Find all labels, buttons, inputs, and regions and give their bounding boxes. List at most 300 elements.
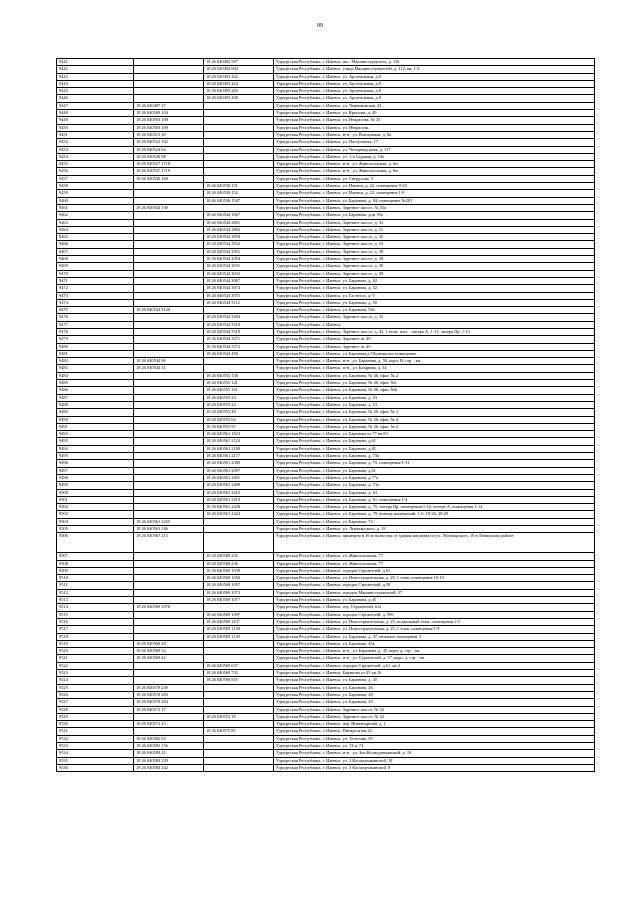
- address-cell: Удмуртская Республика, г. Ижевск, ул. Баранова, д. 75, помещения 1-31: [274, 460, 595, 467]
- row-number-cell: 9464: [57, 226, 134, 233]
- building-number-cell: [134, 489, 204, 496]
- table-row: [57, 611, 595, 618]
- address-cell: Удмуртская Республика, г. Ижевск, городок Строителей, д.61: [274, 567, 595, 574]
- table-row: [57, 190, 595, 197]
- address-cell: Удмуртская Республика, г. Ижевск, м-н , ул. Базарная, д. 34: [274, 365, 595, 372]
- row-number-cell: 9495: [57, 453, 134, 460]
- row-number-cell: 9498: [57, 474, 134, 481]
- address-cell: Удмуртская Республика, г. Ижевск, Заречное шоссе, № 32: [274, 713, 595, 720]
- building-number-cell: 18 26 040583 156: [134, 743, 204, 750]
- row-number-cell: 9489: [57, 409, 134, 416]
- premises-number-cell: 18 26 040555 23: [204, 394, 274, 401]
- premises-number-cell: 18 26 040544 3075: [204, 292, 274, 299]
- address-cell: Удмуртская Республика, г. Ижевск, Заречное шоссе, д. 43, 1 этаж, пом. , литера А, 1-13, литера Пр. 1-13: [274, 328, 595, 335]
- building-number-cell: 18 26 040544 3120: [134, 307, 204, 314]
- table-row: [57, 88, 595, 95]
- table-row: [57, 713, 595, 720]
- table-row: [57, 321, 595, 328]
- premises-number-cell: 18 26 040561 2420: [204, 504, 274, 511]
- premises-number-cell: 18 26 040536 1947: [204, 197, 274, 204]
- premises-number-cell: 18 26 040569 1057: [204, 582, 274, 589]
- address-cell: Удмуртская Республика, г. Ижевск, ул. 1-я Садовая, д. 10а: [274, 153, 595, 160]
- row-number-cell: 9469: [57, 263, 134, 270]
- row-number-cell: 9467: [57, 248, 134, 255]
- table-row: [57, 241, 595, 248]
- address-cell: Удмуртская Республика, г. Ижевск, Заречное шоссе, д. 31: [274, 226, 595, 233]
- premises-number-cell: 18 26 040555 141: [204, 380, 274, 387]
- row-number-cell: 9529: [57, 713, 134, 720]
- row-number-cell: 9510: [57, 575, 134, 582]
- address-cell: Удмуртская Республика, г. Ижевск, Заречное шоссе, № 35а: [274, 204, 595, 211]
- table-row: [57, 204, 595, 211]
- premises-number-cell: 18 26 040544 3112: [204, 299, 274, 306]
- building-number-cell: [134, 511, 204, 518]
- row-number-cell: 9462: [57, 212, 134, 219]
- table-row: [57, 277, 595, 284]
- row-number-cell: 9533: [57, 743, 134, 750]
- table-row: [57, 728, 595, 735]
- address-cell: Удмуртская Республика, г. Ижевск, ул. Баранова, д.61: [274, 438, 595, 445]
- page-number: 99: [317, 23, 323, 29]
- building-number-cell: [134, 59, 204, 66]
- row-number-cell: 9513: [57, 597, 134, 604]
- premises-number-cell: 18 26 040555 48: [204, 409, 274, 416]
- table-row: [57, 604, 595, 611]
- building-number-cell: [134, 190, 204, 197]
- address-cell: Удмуртская Республика, г. Ижевск, ул. 13-я, 74: [274, 743, 595, 750]
- address-cell: Удмуртская Республика, г. Ижевск, Заречное шоссе, д. 45: [274, 234, 595, 241]
- premises-number-cell: [204, 691, 274, 698]
- table-row: [57, 66, 595, 73]
- table-row: [57, 431, 595, 438]
- address-cell: Удмуртская Республика, г. Ижевск, ул. Некрасова, № 35: [274, 117, 595, 124]
- table-row: [57, 183, 595, 190]
- address-cell: Удмуртская Республика, г. Ижевск, городок Машиностроителей, 57: [274, 589, 595, 596]
- table-row: [57, 394, 595, 401]
- premises-number-cell: 18 26 040569 1139: [204, 633, 274, 640]
- address-cell: Удмуртская Республика, г. Ижевск, м-н , ул. Баранова, д. 50, корп. В, стр. , кв.: [274, 358, 595, 365]
- row-number-cell: 9494: [57, 445, 134, 452]
- address-cell: Удмуртская Республика, г. Ижевск, ул. Баранова, д. 61, помещения 1-4: [274, 496, 595, 503]
- table-row: [57, 684, 595, 691]
- table-row: [57, 372, 595, 379]
- building-number-cell: 18 26 040584 242: [134, 764, 204, 771]
- table-row: [57, 575, 595, 582]
- address-cell: Удмуртская Республика, г. Ижевск, ул. Новостроительная, д. 25, 1 этаж, помещения 1-9: [274, 626, 595, 633]
- row-number-cell: 9511: [57, 582, 134, 589]
- address-cell: Удмуртская Республика, г. Ижевск, ул. Баранова, д. 84, помещение №281: [274, 197, 595, 204]
- building-number-cell: 18 26 040530 168: [134, 175, 204, 182]
- premises-number-cell: 18 26 040492 587: [204, 59, 274, 66]
- premises-number-cell: 18 26 040544 3371: [204, 336, 274, 343]
- address-cell: Удмуртская Республика, г. Ижевск, ул. Арсенальная, д.8: [274, 73, 595, 80]
- address-cell: Удмуртская Республика, г. Ижевск, ул. Баранова, д. 75, литера Пр. помещения 1-16, литера А. помещения 1-14: [274, 504, 595, 511]
- address-cell: Удмуртская Республика, г. Ижевск, городок Строителей, д.59: [274, 582, 595, 589]
- table-row: [57, 219, 595, 226]
- table-row: [57, 445, 595, 452]
- premises-number-cell: 18 26 040561 2168: [204, 445, 274, 452]
- row-number-cell: 9487: [57, 394, 134, 401]
- address-cell: Удмуртская Республика, г. Ижевск, м-н , ул. Баранова, д. 45, корп. д, стр. , кв.: [274, 648, 595, 655]
- premises-number-cell: 18 26 040555 95: [204, 423, 274, 430]
- row-number-cell: 9488: [57, 401, 134, 408]
- building-number-cell: [134, 670, 204, 677]
- table-row: [57, 467, 595, 474]
- building-number-cell: [134, 350, 204, 357]
- row-number-cell: 9524: [57, 677, 134, 684]
- table-row: [57, 110, 595, 117]
- address-cell: Удмуртская Республика, г. Ижевск, ул. Свердлова, 3: [274, 175, 595, 182]
- building-number-cell: 18 26 040561 2435: [134, 518, 204, 525]
- premises-number-cell: 18 26 040561 2397: [204, 467, 274, 474]
- premises-number-cell: [204, 146, 274, 153]
- table-row: [57, 721, 595, 728]
- table-row: [57, 764, 595, 771]
- address-cell: Удмуртская Республика, г. Ижевск, ул. Баранова ул.77 кв.83: [274, 431, 595, 438]
- address-cell: Удмуртская Республика, г. Ижевск, ул. Крылова, д. 20: [274, 110, 595, 117]
- premises-number-cell: 18 26 040575 85: [204, 728, 274, 735]
- table-row: [57, 438, 595, 445]
- table-row: [57, 504, 595, 511]
- row-number-cell: 9512: [57, 589, 134, 596]
- building-number-cell: [134, 248, 204, 255]
- premises-number-cell: 18 26 040544 2802: [204, 226, 274, 233]
- row-number-cell: 9514: [57, 604, 134, 611]
- premises-number-cell: 18 26 040561 1023: [204, 431, 274, 438]
- address-cell: Удмуртская Республика, г. Ижевск, городок Строителей, д.61, кв.4: [274, 662, 595, 669]
- address-cell: Удмуртская Республика, г. Ижевск, м-н , ул. Строителей, д. 57, корп. д, стр. , кв.: [274, 655, 595, 662]
- premises-number-cell: 18 26 040561 2401: [204, 474, 274, 481]
- address-cell: Удмуртская Республика, г. Ижевск, ул. Баранова, 26: [274, 684, 595, 691]
- row-number-cell: 9453: [57, 146, 134, 153]
- address-cell: Удмуртская Республика, г. Ижевск, городок Строителей, д. 59б: [274, 611, 595, 618]
- building-number-cell: [134, 504, 204, 511]
- building-number-cell: 18 26 040500 104: [134, 110, 204, 117]
- table-row: [57, 518, 595, 525]
- table-row: [57, 139, 595, 146]
- row-number-cell: 9481: [57, 350, 134, 357]
- premises-number-cell: 18 26 040561 2408: [204, 482, 274, 489]
- table-row: [57, 589, 595, 596]
- row-number-cell: 9482: [57, 358, 134, 365]
- building-number-cell: [134, 713, 204, 720]
- row-number-cell: 9451: [57, 131, 134, 138]
- table-row: [57, 460, 595, 467]
- address-cell: Удмуртская Республика, г. Ижевск, ул. 3 Космодемьянской, 8: [274, 764, 595, 771]
- building-number-cell: [134, 336, 204, 343]
- building-number-cell: [134, 575, 204, 582]
- premises-number-cell: [204, 131, 274, 138]
- premises-number-cell: 18 26 040569 732: [204, 670, 274, 677]
- premises-number-cell: [204, 168, 274, 175]
- building-number-cell: [134, 728, 204, 735]
- premises-number-cell: [204, 175, 274, 182]
- building-number-cell: 18 26 040584 21: [134, 750, 204, 757]
- address-cell: Удмуртская Республика, г. Ижевск, ул. Баранова, 28: [274, 691, 595, 698]
- building-number-cell: 18 26 040569 42: [134, 655, 204, 662]
- premises-number-cell: 18 26 040569 1138: [204, 626, 274, 633]
- address-cell: Удмуртская Республика, г. Ижевск, ул. Баранова, д. 53: [274, 394, 595, 401]
- row-number-cell: 9483: [57, 365, 134, 372]
- premises-number-cell: 18 26 040544 3372: [204, 343, 274, 350]
- row-number-cell: 9501: [57, 496, 134, 503]
- building-number-cell: 18 26 040572 17: [134, 706, 204, 713]
- table-row: [57, 453, 595, 460]
- row-number-cell: 9447: [57, 102, 134, 109]
- premises-number-cell: 18 26 040544 3319: [204, 328, 274, 335]
- table-row: [57, 292, 595, 299]
- table-row: [57, 511, 595, 518]
- premises-number-cell: [204, 721, 274, 728]
- premises-number-cell: 18 26 040569 816: [204, 677, 274, 684]
- address-cell: Удмуртская Республика, г. Ижевск, Заречное ш.,49: [274, 343, 595, 350]
- row-number-cell: 9516: [57, 618, 134, 625]
- row-number-cell: 9517: [57, 626, 134, 633]
- premises-number-cell: 18 26 040569 1077: [204, 597, 274, 604]
- row-number-cell: 9454: [57, 153, 134, 160]
- building-number-cell: [134, 474, 204, 481]
- row-number-cell: 9493: [57, 438, 134, 445]
- premises-number-cell: 18 26 040530 152: [204, 190, 274, 197]
- building-number-cell: [134, 183, 204, 190]
- address-cell: Удмуртская Республика, г. Ижевск, Заречное шоссе, д. 39: [274, 256, 595, 263]
- row-number-cell: 9536: [57, 764, 134, 771]
- address-cell: Удмуртская Республика, г. Ижевск, Заречное шоссе, д. 39: [274, 263, 595, 270]
- address-cell: Удмуртская Республика, г. Ижевск, ул. Баранова, д.45: [274, 597, 595, 604]
- row-number-cell: 9472: [57, 285, 134, 292]
- building-number-cell: [134, 431, 204, 438]
- address-cell: Удмуртская Республика, г. Ижевск, ул. Новостроительная, д. 25, подвальный этаж, помещения 1-3: [274, 618, 595, 625]
- table-row: [57, 270, 595, 277]
- premises-number-cell: 18 26 040569 1097: [204, 611, 274, 618]
- premises-number-cell: 18 26 040544 2801: [204, 219, 274, 226]
- premises-number-cell: 18 26 040544 3318: [204, 321, 274, 328]
- address-cell: Удмуртская Республика, г. Ижевск, ул. Черниковская, 24: [274, 102, 595, 109]
- building-number-cell: [134, 285, 204, 292]
- building-number-cell: [134, 270, 204, 277]
- premises-number-cell: [204, 699, 274, 706]
- building-number-cell: [134, 219, 204, 226]
- premises-number-cell: 18 26 040530 151: [204, 183, 274, 190]
- building-number-cell: 18 26 040570 249: [134, 684, 204, 691]
- building-number-cell: 18 26 040563 146: [134, 526, 204, 533]
- table-row: [57, 234, 595, 241]
- building-number-cell: [134, 445, 204, 452]
- premises-number-cell: [204, 204, 274, 211]
- table-row: [57, 285, 595, 292]
- premises-number-cell: [204, 307, 274, 314]
- building-number-cell: [134, 80, 204, 87]
- building-number-cell: [134, 453, 204, 460]
- address-cell: Удмуртская Республика, г. Ижевск, Заречное шоссе, д. 33: [274, 241, 595, 248]
- address-cell: Удмуртская Республика, г. Ижевск, ул. Баранова, № 46, офис № 4: [274, 416, 595, 423]
- address-cell: Удмуртская Республика, г. Ижевск, ул. Арсенальная, д.8: [274, 95, 595, 102]
- premises-number-cell: 18 26 040493 268: [204, 95, 274, 102]
- address-cell: Удмуртская Республика, г. Ижевск, ул. Баранова, д. 52: [274, 285, 595, 292]
- row-number-cell: 9492: [57, 431, 134, 438]
- table-row: [57, 248, 595, 255]
- row-number-cell: 9490: [57, 416, 134, 423]
- row-number-cell: 9457: [57, 175, 134, 182]
- address-cell: Удмуртская Республика, г. Ижевск, ул. Некрасова: [274, 124, 595, 131]
- building-number-cell: 18 26 040523 102: [134, 139, 204, 146]
- row-number-cell: 9535: [57, 757, 134, 764]
- table-row: [57, 618, 595, 625]
- row-number-cell: 9452: [57, 139, 134, 146]
- premises-number-cell: 18 26 040569 1137: [204, 618, 274, 625]
- premises-number-cell: 18 26 040544 2951: [204, 248, 274, 255]
- address-cell: Удмуртская Республика, г. Ижевск, ул. Баранова, д.77а: [274, 474, 595, 481]
- row-number-cell: 9522: [57, 662, 134, 669]
- row-number-cell: 9528: [57, 706, 134, 713]
- building-number-cell: [134, 482, 204, 489]
- building-number-cell: [134, 212, 204, 219]
- table-row: [57, 343, 595, 350]
- building-number-cell: 18 26 040544 51: [134, 365, 204, 372]
- building-number-cell: [134, 299, 204, 306]
- premises-number-cell: 18 26 040544 3074: [204, 285, 274, 292]
- row-number-cell: 9479: [57, 336, 134, 343]
- table-row: [57, 626, 595, 633]
- table-row: [57, 416, 595, 423]
- table-row: [57, 102, 595, 109]
- row-number-cell: 9470: [57, 270, 134, 277]
- table-row: [57, 735, 595, 742]
- building-number-cell: 18 26 040584 239: [134, 757, 204, 764]
- building-number-cell: [134, 95, 204, 102]
- row-number-cell: 9509: [57, 567, 134, 574]
- address-cell: Удмуртская Республика, г. Ижевск, ул. Баранова,д.50а,нежилое помещение: [274, 350, 595, 357]
- row-number-cell: 9443: [57, 73, 134, 80]
- address-cell: Удмуртская Республика, г. Ижевск, ул. Баранова, д. 73а: [274, 453, 595, 460]
- premises-number-cell: 18 26 040544 3031: [204, 263, 274, 270]
- building-number-cell: [134, 234, 204, 241]
- premises-number-cell: [204, 743, 274, 750]
- premises-number-cell: [204, 648, 274, 655]
- building-number-cell: [134, 597, 204, 604]
- address-cell: Удмуртская Республика, г. Ижевск, ул. Баранова, д.81: [274, 445, 595, 452]
- premises-number-cell: [204, 139, 274, 146]
- address-cell: Удмуртская Республика, г. Ижевск, ул. Баранова, 50а: [274, 307, 595, 314]
- row-number-cell: 9526: [57, 691, 134, 698]
- building-number-cell: 18 26 040567 213: [134, 533, 204, 553]
- table-row: [57, 336, 595, 343]
- row-number-cell: 9507: [57, 553, 134, 560]
- premises-number-cell: 18 26 040544 2954: [204, 256, 274, 263]
- address-cell: Удмуртская Республика, г. Ижевск, ул. Баранова, д. 47, нежилое помещение 3: [274, 633, 595, 640]
- address-cell: Удмуртская Республика, г. Ижевск, ул. Живсопольная, 77: [274, 560, 595, 567]
- premises-number-cell: 18 26 040544 2932: [204, 241, 274, 248]
- premises-number-cell: 18 26 040492 604: [204, 66, 274, 73]
- row-number-cell: 9475: [57, 307, 134, 314]
- address-cell: Удмуртская Республика, г. Ижевск, Заречное ш.,49: [274, 336, 595, 343]
- row-number-cell: 9491: [57, 423, 134, 430]
- address-cell: Удмуртская Республика, г. Ижевск, ул. Баранова, № 46, офис №1: [274, 380, 595, 387]
- row-number-cell: 9530: [57, 721, 134, 728]
- address-cell: Удмуртская Республика, г. Ижевск, ул. Луначарского, д. 19: [274, 526, 595, 533]
- table-row: [57, 496, 595, 503]
- row-number-cell: 9486: [57, 387, 134, 394]
- address-cell: Удмуртская Республика, г. Ижевск, ул. Баранова, № 46, офис № 3: [274, 409, 595, 416]
- building-number-cell: 18 26 040527 1719: [134, 168, 204, 175]
- table-row: [57, 95, 595, 102]
- premises-number-cell: [204, 153, 274, 160]
- row-number-cell: 9527: [57, 699, 134, 706]
- table-row: [57, 380, 595, 387]
- address-cell: Удмуртская Республика, г. Ижевск, ул. Баранова, д. 63: [274, 489, 595, 496]
- building-number-cell: [134, 677, 204, 684]
- premises-number-cell: 18 26 040555 64: [204, 416, 274, 423]
- premises-number-cell: 18 26 040493 264: [204, 80, 274, 87]
- building-number-cell: [134, 626, 204, 633]
- address-cell: Удмуртская Республика, г. Ижевск, ул. Баранова, дом 50а: [274, 212, 595, 219]
- building-number-cell: [134, 263, 204, 270]
- address-cell: Удмуртская Республика, г. Ижевск, Заречное шоссе, д. 33: [274, 314, 595, 321]
- row-number-cell: 9485: [57, 380, 134, 387]
- building-number-cell: 18 26 040524 64: [134, 146, 204, 153]
- address-cell: Удмуртская Республика, г. Ижевск, ул. Баранова, д. 45: [274, 677, 595, 684]
- building-number-cell: [134, 88, 204, 95]
- row-number-cell: 9521: [57, 655, 134, 662]
- building-number-cell: [134, 611, 204, 618]
- building-number-cell: [134, 343, 204, 350]
- row-number-cell: 9463: [57, 219, 134, 226]
- address-cell: Удмуртская Республика, г. Ижевск, пос. Машиностроитель, д. 110: [274, 59, 595, 66]
- premises-number-cell: [204, 117, 274, 124]
- table-row: [57, 212, 595, 219]
- address-cell: Удмуртская Республика, г. Ижевск, Баранова ул.45 кв.16: [274, 670, 595, 677]
- row-number-cell: 9496: [57, 460, 134, 467]
- building-number-cell: [134, 372, 204, 379]
- row-number-cell: 9468: [57, 256, 134, 263]
- premises-number-cell: [204, 735, 274, 742]
- building-number-cell: [134, 567, 204, 574]
- table-row: [57, 560, 595, 567]
- address-cell: Удмуртская Республика, г. Ижевск, ул. Баранова, 45а: [274, 640, 595, 647]
- address-cell: Удмуртская Республика, г. Ижевск, м-н , ул. Живсопольная, д. 6м: [274, 168, 595, 175]
- row-number-cell: 9531: [57, 728, 134, 735]
- table-row: [57, 175, 595, 182]
- row-number-cell: 9456: [57, 168, 134, 175]
- premises-number-cell: 18 26 040544 3067: [204, 277, 274, 284]
- address-cell: Удмуртская Республика, г. Ижевск, ул. Новостроительная, д. 25, 1 этаж, помещения 10-19: [274, 575, 595, 582]
- premises-number-cell: 18 26 040544 1667: [204, 212, 274, 219]
- row-number-cell: 9506: [57, 533, 134, 553]
- address-cell: Удмуртская Республика, г. Ижевск, Заречное шоссе, № 32: [274, 706, 595, 713]
- building-number-cell: 18 26 040570 284: [134, 699, 204, 706]
- table-row: [57, 146, 595, 153]
- table-row: [57, 482, 595, 489]
- premises-number-cell: 18 26 040569 1073: [204, 589, 274, 596]
- table-row: [57, 401, 595, 408]
- row-number-cell: 9502: [57, 504, 134, 511]
- row-number-cell: 9504: [57, 518, 134, 525]
- premises-number-cell: [204, 358, 274, 365]
- row-number-cell: 9442: [57, 66, 134, 73]
- premises-number-cell: [204, 750, 274, 757]
- building-number-cell: [134, 560, 204, 567]
- building-number-cell: 18 26 040569 1078: [134, 604, 204, 611]
- row-number-cell: 9515: [57, 611, 134, 618]
- address-cell: Удмуртская Республика, г. Ижевск, ул. Баранова, д. 62: [274, 277, 595, 284]
- building-number-cell: [134, 197, 204, 204]
- row-number-cell: 9525: [57, 684, 134, 691]
- address-cell: Удмуртская Республика, г. Ижевск, м-н , ул. Зои Космодемьянской, д. 10: [274, 750, 595, 757]
- table-row: [57, 567, 595, 574]
- table-row: [57, 423, 595, 430]
- building-number-cell: [134, 241, 204, 248]
- row-number-cell: 9503: [57, 511, 134, 518]
